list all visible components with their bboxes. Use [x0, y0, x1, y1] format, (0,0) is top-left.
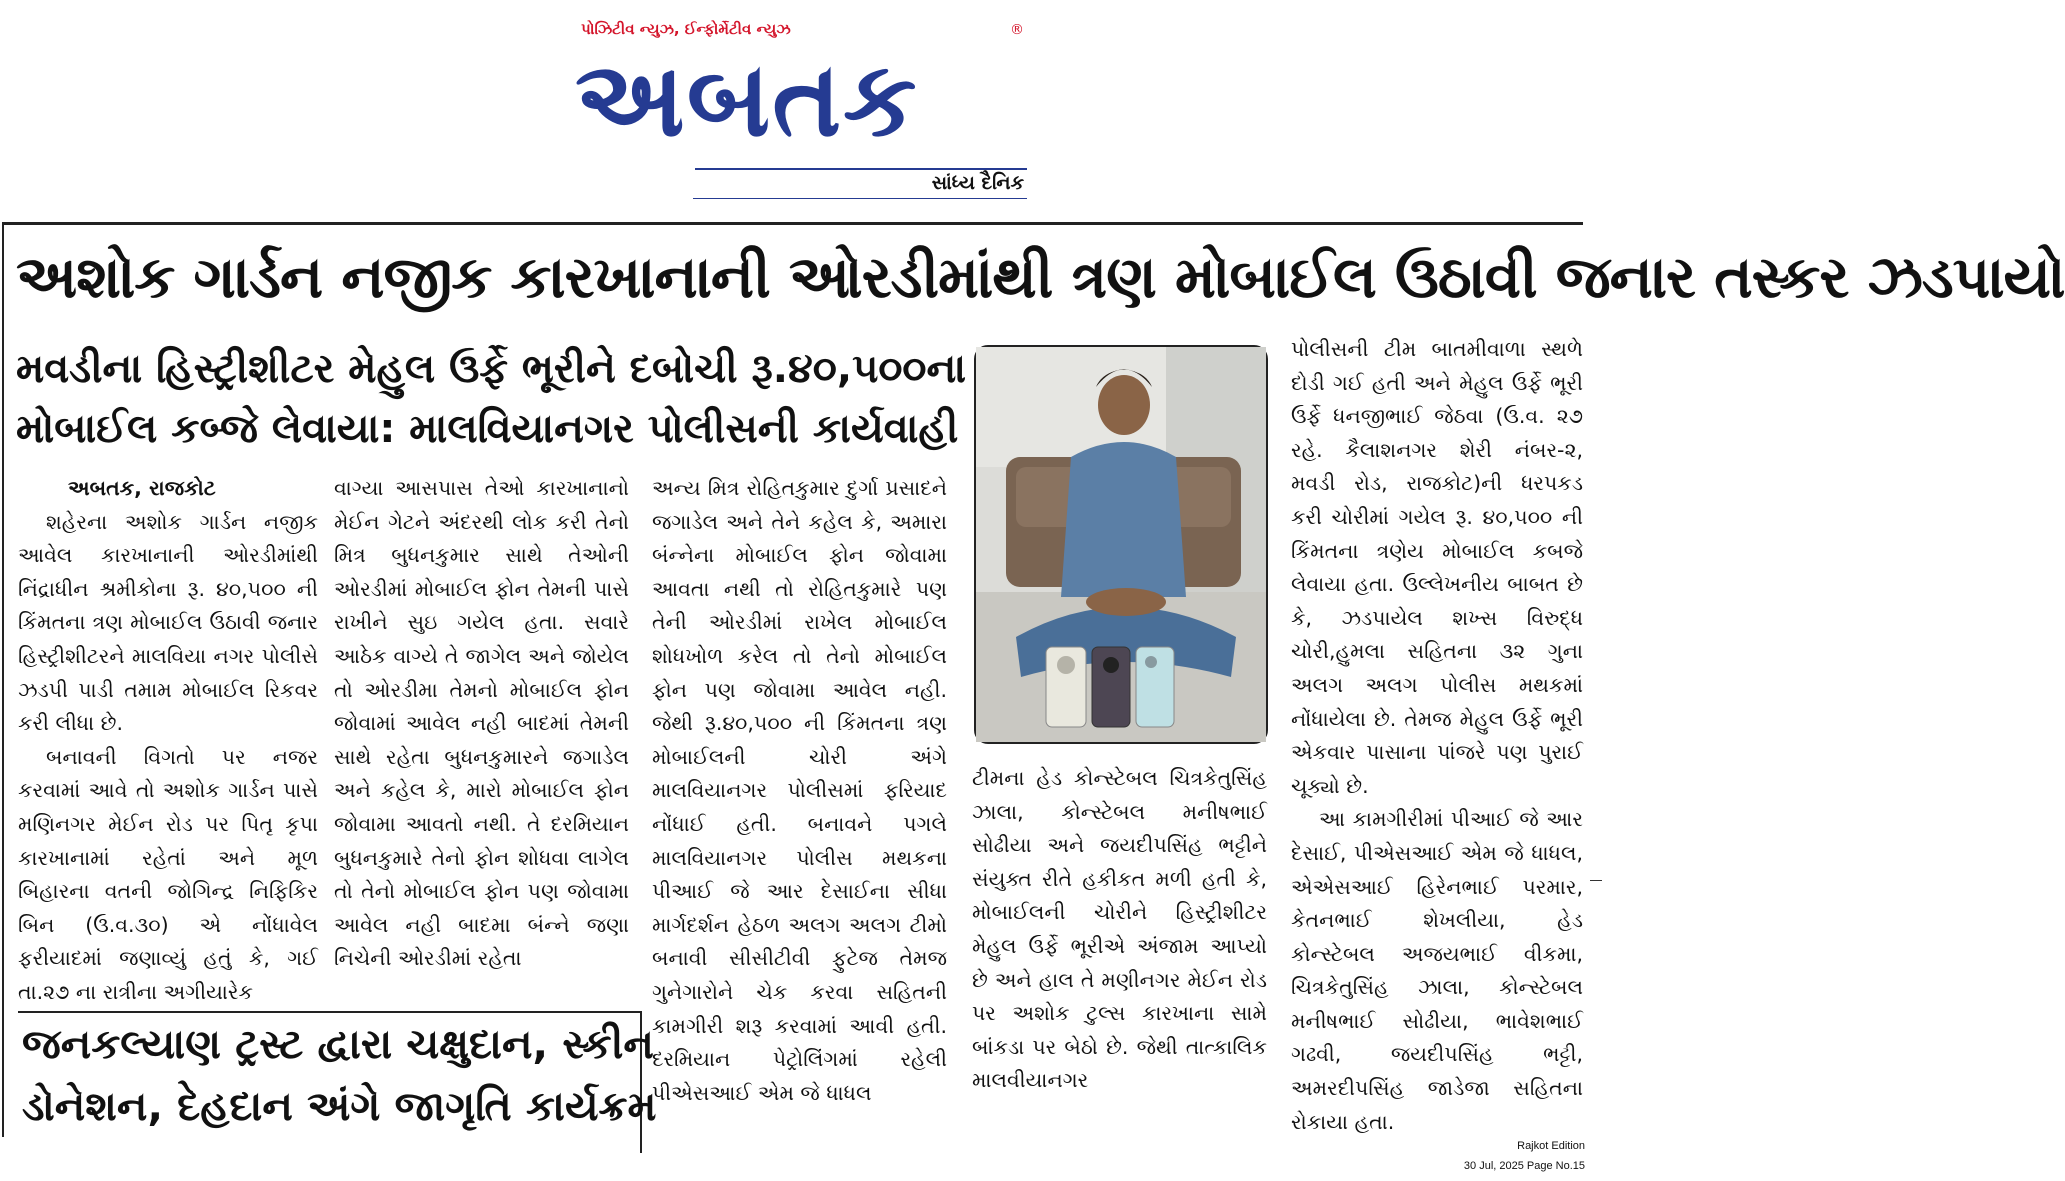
news-article: [2, 222, 2065, 1137]
subheadline-line-1: મવડીના હિસ્ટ્રીશીટર મેહુલ ઉર્ફે ભૂરીને દબોચી રૂ.૪૦,૫૦૦ના: [16, 346, 967, 392]
accused-photo-image: [976, 347, 1266, 742]
paragraph: બનાવની વિગતો પર નજર કરવામાં આવે તો અશોક ગાર્ડન પાસે મણિનગર મેઈન રોડ પર પિતૃ કૃપા કારખાનામાં રહેતાં અને મૂળ બિહારના વતની જોગિન્દ્ર નિફિકિર બિન (ઉ.વ.૩૦) એ નોંધાવેલ ફરીયાદમાં જણાવ્યું હતું કે, ગઈ તા.૨૭ ના રાત્રીના અગીયારેક: [18, 744, 318, 1004]
masthead-subtitle: સાંધ્ય દૈનિક: [931, 172, 1024, 194]
registered-mark: ®: [1010, 22, 1024, 38]
masthead: [575, 18, 1030, 208]
masthead-tagline: પોઝિટીવ ન્યુઝ, ઈન્ફોર્મેટીવ ન્યુઝ: [581, 20, 791, 38]
article-subheadline: [16, 339, 967, 459]
dateline: અબતક, રાજકોટ: [68, 476, 216, 500]
second-article: [18, 1011, 657, 1153]
paragraph: ટીમના હેડ કોન્સ્ટેબલ ચિત્રકેતુસિંહ ઝાલા, કોન્સ્ટેબલ મનીષભાઈ સોઢીયા અને જયદીપસિંહ ભટ્ટીને સંયુક્ત રીતે હકીકત મળી હતી કે, મોબાઈલની ચોરીને હિસ્ટ્રીશીટર મેહુલ ઉર્ફે ભૂરીએ અંજામ આપ્યો છે અને હાલ તે મણીનગર મેઈન રોડ પર અશોક ટુલ્સ કારખાના સામે બાંકડા પર બેઠો છે. જેથી તાત્કાલિક માલવીયાનગર: [972, 766, 1267, 1093]
masthead-divider: [693, 198, 1027, 199]
date-page-label: 30 Jul, 2025 Page No.15: [1463, 1160, 1585, 1172]
second-article-headline-line-1: જનકલ્યાણ ટ્રસ્ટ દ્વારા ચક્ષુદાન, સ્કીન: [22, 1020, 654, 1068]
paragraph: શહેરના અશોક ગાર્ડન નજીક આવેલ કારખાનાની ઓરડીમાંથી નિંદ્રાધીન શ્રમીકોના રૂ. ૪૦,૫૦૦ ની કિંમતના ત્રણ મોબાઈલ ઉઠાવી જનાર હિસ્ટ્રીશીટરને માલવિયા નગર પોલીસે ઝડપી પાડી તમામ મોબાઈલ રિકવર કરી લીધા છે.: [18, 509, 318, 736]
article-column-1: [18, 472, 318, 1010]
accused-photo: [974, 345, 1268, 744]
page-footer: [1464, 1136, 1585, 1176]
margin-mark: [1590, 880, 1602, 881]
article-column-3: [652, 472, 947, 1110]
article-column-2: [334, 472, 629, 976]
newspaper-logo: અબતક: [575, 38, 919, 160]
article-headline: અશોક ગાર્ડન નજીક કારખાનાની ઓરડીમાંથી ત્રણ મોબાઈલ ઉઠાવી જનાર તસ્કર ઝડપાયો: [16, 243, 2065, 311]
edition-label: Rajkot Edition: [1517, 1140, 1585, 1152]
subheadline-line-2: મોબાઈલ કબ્જે લેવાયા: માલવિયાનગર પોલીસની કાર્યવાહી: [16, 406, 959, 452]
paragraph: આ કામગીરીમાં પીઆઈ જે આર દેસાઈ, પીએસઆઈ એમ જે ધાધલ, એએસઆઈ હિરેનભાઈ પરમાર, કેતનભાઈ શેખલીયા, હેડ કોન્સ્ટેબલ અજયભાઈ વીકમા, ચિત્રકેતુસિંહ ઝાલા, કોન્સ્ટેબલ મનીષભાઈ સોઢીયા, ભાવેશભાઈ ગઢવી, જયદીપસિંહ ભટ્ટી, અમરદીપસિંહ જાડેજા સહિતના રોકાયા હતા.: [1291, 807, 1583, 1134]
second-article-headline-line-2: ડોનેશન, દેહદાન અંગે જાગૃતિ કાર્યક્રમ: [22, 1082, 657, 1130]
paragraph: પોલીસની ટીમ બાતમીવાળા સ્થળે દોડી ગઈ હતી અને મેહુલ ઉર્ફે ભૂરી ઉર્ફે ધનજીભાઈ જેઠવા (ઉ.વ. ૨૭ રહે. કૈલાશનગર શેરી નંબર-૨, મવડી રોડ, રાજકોટ)ની ધરપકડ કરી ચોરીમાં ગયેલ રૂ. ૪૦,૫૦૦ ની કિંમતના ત્રણેય મોબાઈલ કબજે લેવાયા હતા. ઉલ્લેખનીય બાબત છે કે, ઝડપાયેલ શખ્સ વિરુદ્ધ ચોરી,હુમલા સહિતના ૩૨ ગુના અલગ અલગ પોલીસ મથકમાં નોંધાયેલા છે. તેમજ મેહુલ ઉર્ફે ભૂરી એકવાર પાસાના પાંજરે પણ પુરાઈ ચૂક્યો છે.: [1291, 337, 1583, 798]
logo-rule: [695, 168, 1027, 170]
article-column-5: [1291, 333, 1583, 1139]
paragraph: અન્ય મિત્ર રોહિતકુમાર દુર્ગા પ્રસાદને જગાડેલ અને તેને કહેલ કે, અમારા બંન્નેના મોબાઈલ ફોન જોવામા આવતા નથી તો રોહિતકુમારે પણ તેની ઓરડીમાં રાખેલ મોબાઈલ શોધખોળ કરેલ તો તેનો મોબાઈલ ફોન પણ જોવામા આવેલ નહી. જેથી રૂ.૪૦,૫૦૦ ની કિંમતના ત્રણ મોબાઈલની ચોરી અંગે માલવિયાનગર પોલીસમાં ફરિયાદ નોંધાઈ હતી. બનાવને પગલે માલવિયાનગર પોલીસ મથકના પીઆઈ જે આર દેસાઈના સીધા માર્ગદર્શન હેઠળ અલગ અલગ ટીમો બનાવી સીસીટીવી ફુટેજ તેમજ ગુનેગારોને ચેક કરવા સહિતની કામગીરી શરૂ કરવામાં આવી હતી. દરમિયાન પેટ્રોલિંગમાં રહેલી પીએસઆઈ એમ જે ધાધલ: [652, 476, 947, 1105]
article-column-4: [972, 762, 1267, 1098]
paragraph: વાગ્યા આસપાસ તેઓ કારખાનાનો મેઈન ગેટને અંદરથી લોક કરી તેનો મિત્ર બુધનકુમાર સાથે તેઓની ઓરડીમાં મોબાઈલ ફોન તેમની પાસે રાખીને સુઇ ગયેલ હતા. સવારે આઠેક વાગ્યે તે જાગેલ અને જોયેલ તો ઓરડીમા તેમનો મોબાઈલ ફોન જોવામાં આવેલ નહી બાદમાં તેમની સાથે રહેતા બુધનકુમારને જગાડેલ અને કહેલ કે, મારો મોબાઈલ ફોન જોવામા આવતો નથી. તે દરમિયાન બુધનકુમારે તેનો ફોન શોધવા લાગેલ તો તેનો મોબાઈલ ફોન પણ જોવામા આવેલ નહી બાદમા બંન્ને જણા નિચેની ઓરડીમાં રહેતા: [334, 476, 629, 971]
